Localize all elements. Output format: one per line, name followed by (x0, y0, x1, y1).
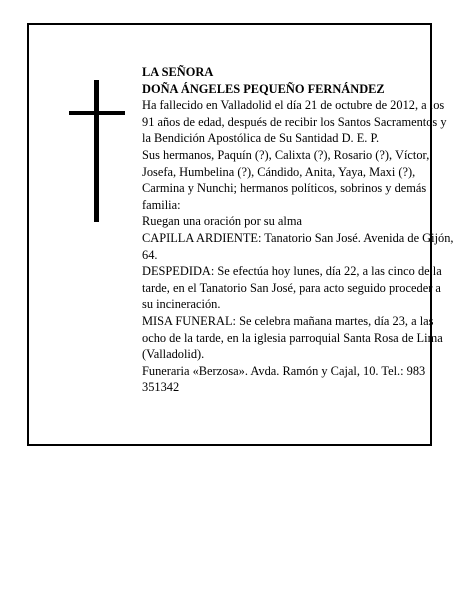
deceased-name: DOÑA ÁNGELES PEQUEÑO FERNÁNDEZ (142, 81, 385, 96)
funeral-mass: MISA FUNERAL: Se celebra mañana martes, día 23, a las ocho de la tarde, en la iglesia parroquial Santa Rosa de Lima (Valladolid). (142, 313, 443, 362)
notice-body (142, 64, 454, 396)
obituary-notice (27, 23, 454, 446)
funeral-home: Funeraria «Berzosa». Avda. Ramón y Cajal, 10. Tel.: 983 351342 (142, 363, 426, 395)
prayer-request: Ruegan una oración por su alma (142, 214, 302, 229)
funeral-chapel: CAPILLA ARDIENTE: Tanatorio San José. Avenida de Gijón, 64. (142, 230, 454, 262)
cross-horizontal-bar (69, 111, 125, 115)
cross-vertical-bar (94, 80, 99, 222)
family-members: Sus hermanos, Paquín (?), Calixta (?), Rosario (?), Víctor, Josefa, Humbelina (?), Cándido, Anita, Yaya, Maxi (?), Carmina y Nunchi; hermanos políticos, sobrinos y demás familia: (142, 147, 430, 212)
death-announcement: Ha fallecido en Valladolid el día 21 de octubre de 2012, a los 91 años de edad, después de recibir los Santos Sacramentos y la Bendición Apostólica de Su Santidad D. E. P. (142, 98, 447, 146)
notice-title: LA SEÑORA (142, 65, 214, 79)
farewell-details: DESPEDIDA: Se efectúa hoy lunes, día 22, a las cinco de la tarde, en el Tanatorio San José, para acto seguido proceder a su incineración. (142, 264, 442, 312)
